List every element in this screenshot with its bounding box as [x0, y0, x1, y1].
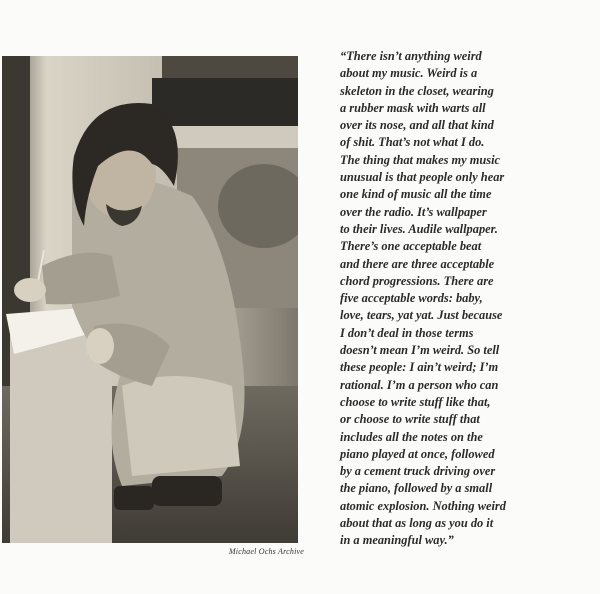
quote-line: of shit. That’s not what I do.	[340, 135, 485, 150]
quote-line: in a meaningful way.”	[340, 533, 454, 548]
quote-line: and there are three acceptable	[340, 256, 495, 271]
quote-line: about that as long as you do it	[340, 516, 494, 531]
quote-line: a rubber mask with warts all	[340, 100, 486, 115]
quote-line: atomic explosion. Nothing weird	[340, 498, 506, 513]
quote-line: these people: I ain’t weird; I’m	[340, 360, 499, 375]
quote-line: There’s one acceptable beat	[340, 239, 482, 254]
archive-photo	[2, 56, 298, 543]
quote-line: five acceptable words: baby,	[340, 291, 483, 306]
quote-line: love, tears, yat yat. Just because	[340, 308, 503, 323]
quote-line: I don’t deal in those terms	[340, 325, 474, 340]
quote-line: or choose to write stuff that	[340, 412, 480, 427]
quote-line: doesn’t mean I’m weird. So tell	[340, 343, 500, 358]
quote-line: skeleton in the closet, wearing	[340, 83, 494, 98]
quote-line: to their lives. Audile wallpaper.	[340, 221, 498, 236]
quote-line: by a cement truck driving over	[340, 464, 496, 479]
quote-line: about my music. Weird is a	[340, 66, 478, 81]
quote-line: rational. I’m a person who can	[340, 377, 499, 392]
quote-line: “There isn’t anything weird	[340, 49, 482, 63]
photo-credit: Michael Ochs Archive	[228, 547, 304, 556]
quote-line: the piano, followed by a small	[340, 481, 493, 496]
quote-line: one kind of music all the time	[340, 187, 492, 202]
quote-line: choose to write stuff like that,	[340, 394, 491, 409]
photo-illustration	[2, 56, 298, 543]
quote-text	[340, 48, 594, 550]
quote-line: over its nose, and all that kind	[340, 118, 494, 133]
quote-line: piano played at once, followed	[340, 446, 495, 461]
quote-line: The thing that makes my music	[340, 152, 501, 167]
quote-line: chord progressions. There are	[340, 273, 494, 288]
quote-line: unusual is that people only hear	[340, 170, 505, 185]
quote-line: includes all the notes on the	[340, 429, 483, 444]
quote-line: over the radio. It’s wallpaper	[340, 204, 487, 219]
